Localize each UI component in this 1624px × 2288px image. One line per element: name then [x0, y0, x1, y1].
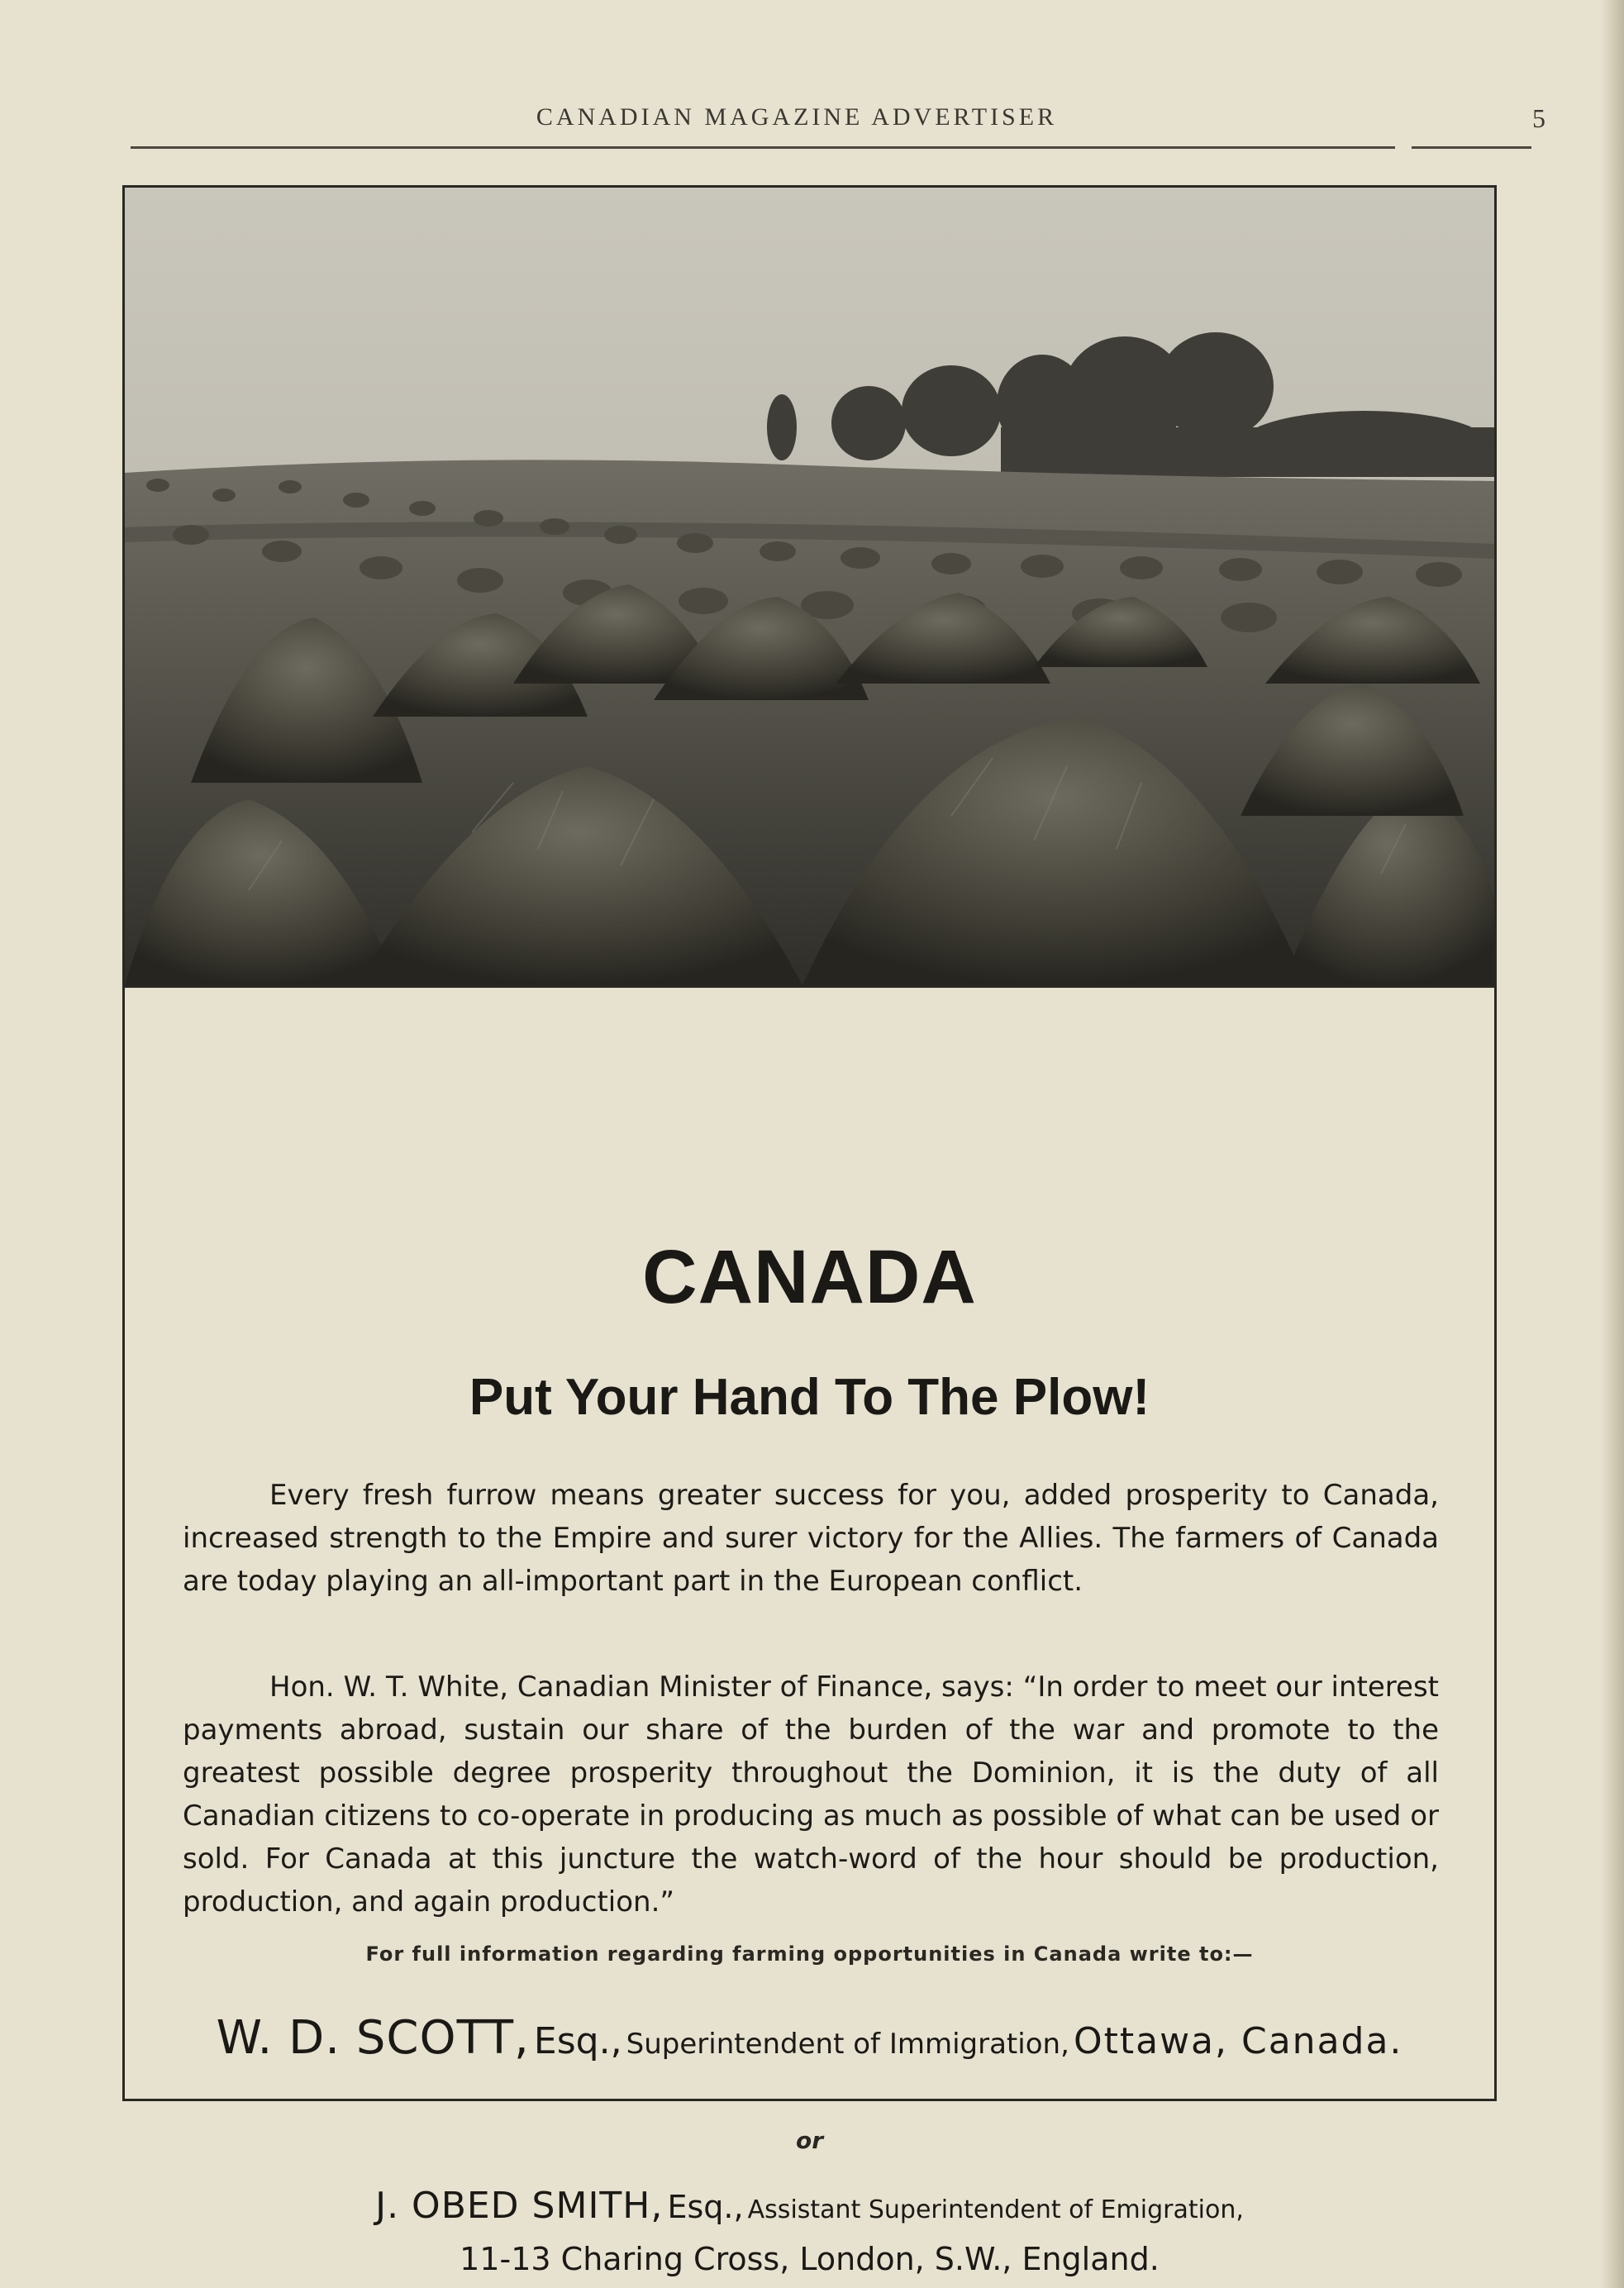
contact-2-role: Assistant Superintendent of Emigration,	[747, 2195, 1244, 2224]
ad-title: CANADA	[642, 1235, 977, 1319]
contact-1-esq: Esq.,	[533, 2020, 622, 2062]
field-photograph	[125, 188, 1494, 988]
page-edge	[1601, 0, 1624, 2288]
running-head: CANADIAN MAGAZINE ADVERTISER	[536, 103, 1058, 131]
page-number: 5	[1532, 103, 1545, 133]
contact-smith	[125, 2185, 1494, 2227]
advertisement-frame	[122, 185, 1497, 2277]
contact-2-name: J. OBED SMITH,	[375, 2185, 664, 2227]
header-rule	[131, 146, 1395, 149]
advertisement-body	[125, 988, 1494, 2277]
header-rule-short	[1412, 146, 1531, 149]
contact-2-address: 11-13 Charing Cross, London, S.W., England.	[460, 2241, 1160, 2277]
grain-stooks-illustration	[125, 188, 1494, 985]
or-separator: or	[795, 2127, 824, 2154]
contact-1-name: W. D. SCOTT,	[216, 2011, 530, 2065]
contact-1-city: Ottawa, Canada.	[1073, 2020, 1403, 2062]
contact-scott	[125, 2011, 1494, 2065]
contact-2-esq: Esq.,	[667, 2189, 744, 2225]
contact-intro: For full information regarding farming opportunities in Canada write to:—	[365, 1942, 1254, 1966]
ad-subtitle: Put Your Hand To The Plow!	[469, 1369, 1150, 1426]
body-paragraph-2: Hon. W. T. White, Canadian Minister of Finance, says: “In order to meet our interest payments abroad, sustain our share of the burden of the war and promote to the greatest possible degree prosperity throughout the Dominion, it is the duty of all Canadian citizens to co-operate in producing as much as possible of what can be used or sold. For Canada at this juncture the watch-word of the hour should be production, production, and again production.”	[183, 1671, 1439, 1919]
page-header	[48, 103, 1545, 151]
body-paragraph-1: Every fresh furrow means greater success for you, added prosperity to Canada, increased strength to the Empire and surer victory for the Allies. The farmers of Canada are today playing an all-important part in the European conflict.	[183, 1479, 1439, 1598]
contact-1-role: Superintendent of Immigration,	[626, 2028, 1069, 2061]
